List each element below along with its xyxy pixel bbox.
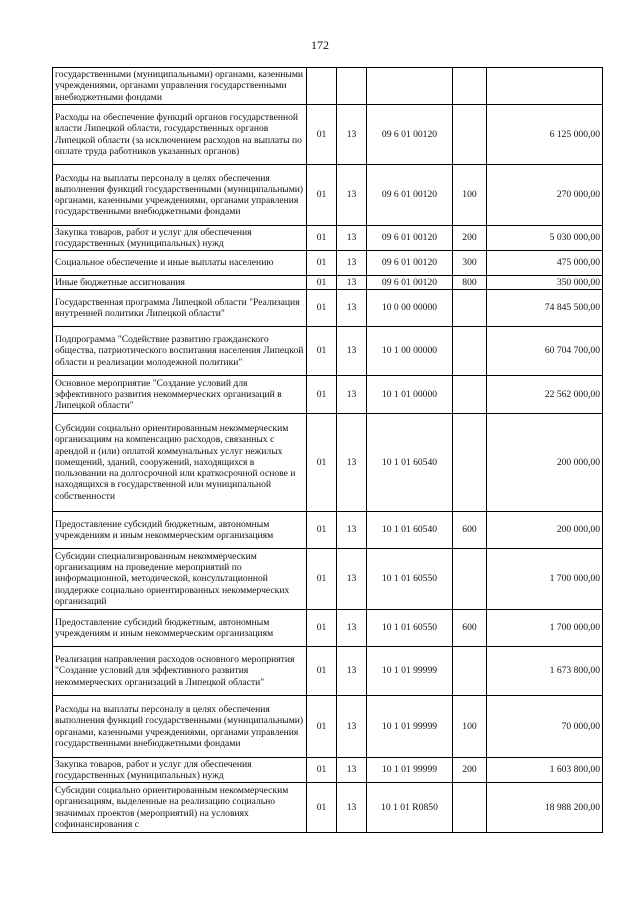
table-row	[53, 610, 603, 647]
row-expense-type	[453, 414, 487, 512]
row-subsection: 13	[337, 512, 367, 549]
row-name: Расходы на выплаты персоналу в целях обеспечения выполнения функций государственными (муниципальными) органами, казенными учреждениями, органами управления государственными внебюджетными фондами	[53, 696, 307, 758]
row-target-article	[367, 68, 453, 105]
row-section: 01	[307, 549, 337, 610]
budget-table	[52, 67, 603, 833]
row-name: Подпрограмма "Содействие развитию гражданского общества, патриотического воспитания населения Липецкой области и реализации молодежной политики"	[53, 327, 307, 376]
row-amount: 270 000,00	[487, 165, 603, 226]
row-expense-type	[453, 783, 487, 833]
row-amount	[487, 68, 603, 105]
row-amount: 350 000,00	[487, 276, 603, 290]
row-name: Основное мероприятие "Создание условий для эффективного развития некоммерческих организаций в Липецкой области"	[53, 376, 307, 414]
row-name: Закупка товаров, работ и услуг для обеспечения государственных (муниципальных) нужд	[53, 758, 307, 783]
row-subsection: 13	[337, 647, 367, 696]
row-expense-type: 200	[453, 226, 487, 251]
table-row	[53, 512, 603, 549]
row-name: Социальное обеспечение и иные выплаты населению	[53, 251, 307, 276]
row-target-article: 10 1 01 00000	[367, 376, 453, 414]
row-section: 01	[307, 251, 337, 276]
row-expense-type	[453, 647, 487, 696]
table-row	[53, 549, 603, 610]
row-target-article: 09 6 01 00120	[367, 226, 453, 251]
table-row	[53, 290, 603, 327]
row-subsection: 13	[337, 758, 367, 783]
row-target-article: 10 1 01 60540	[367, 414, 453, 512]
row-expense-type: 200	[453, 758, 487, 783]
row-subsection: 13	[337, 290, 367, 327]
row-expense-type	[453, 549, 487, 610]
row-target-article: 10 1 01 99999	[367, 647, 453, 696]
table-row	[53, 276, 603, 290]
row-section: 01	[307, 647, 337, 696]
row-expense-type	[453, 68, 487, 105]
row-target-article: 10 1 01 60550	[367, 549, 453, 610]
row-name: Предоставление субсидий бюджетным, автономным учреждениям и иным некоммерческим организациям	[53, 512, 307, 549]
table-row	[53, 696, 603, 758]
table-row	[53, 226, 603, 251]
row-amount: 5 030 000,00	[487, 226, 603, 251]
row-section: 01	[307, 610, 337, 647]
row-subsection: 13	[337, 276, 367, 290]
row-section: 01	[307, 105, 337, 165]
row-section: 01	[307, 226, 337, 251]
row-subsection: 13	[337, 327, 367, 376]
row-subsection: 13	[337, 783, 367, 833]
row-target-article: 09 6 01 00120	[367, 165, 453, 226]
row-name: Предоставление субсидий бюджетным, автономным учреждениям и иным некоммерческим организациям	[53, 610, 307, 647]
row-expense-type	[453, 105, 487, 165]
table-row	[53, 758, 603, 783]
row-target-article: 10 1 01 99999	[367, 758, 453, 783]
row-target-article: 10 1 01 60540	[367, 512, 453, 549]
row-subsection	[337, 68, 367, 105]
row-name: государственными (муниципальными) органами, казенными учреждениями, органами управления государственными внебюджетными фондами	[53, 68, 307, 105]
row-target-article: 10 0 00 00000	[367, 290, 453, 327]
row-amount: 6 125 000,00	[487, 105, 603, 165]
row-expense-type	[453, 376, 487, 414]
table-row	[53, 165, 603, 226]
row-section: 01	[307, 276, 337, 290]
row-section: 01	[307, 696, 337, 758]
row-subsection: 13	[337, 376, 367, 414]
row-subsection: 13	[337, 414, 367, 512]
row-target-article: 09 6 01 00120	[367, 276, 453, 290]
row-amount: 200 000,00	[487, 414, 603, 512]
table-row	[53, 783, 603, 833]
row-section: 01	[307, 758, 337, 783]
row-target-article: 10 1 00 00000	[367, 327, 453, 376]
row-amount: 200 000,00	[487, 512, 603, 549]
row-name: Расходы на выплаты персоналу в целях обеспечения выполнения функций государственными (муниципальными) органами, казенными учреждениями, органами управления государственными внебюджетными фондами	[53, 165, 307, 226]
row-target-article: 10 1 01 60550	[367, 610, 453, 647]
row-expense-type: 100	[453, 165, 487, 226]
row-amount: 74 845 500,00	[487, 290, 603, 327]
row-amount: 475 000,00	[487, 251, 603, 276]
row-name: Расходы на обеспечение функций органов государственной власти Липецкой области, государственных органов Липецкой области (за исключением расходов на выплаты по оплате труда работников указанных органов)	[53, 105, 307, 165]
row-section: 01	[307, 376, 337, 414]
page-number: 172	[311, 38, 329, 52]
row-section: 01	[307, 783, 337, 833]
table-row	[53, 251, 603, 276]
row-name: Субсидии социально ориентированным некоммерческим организациям на компенсацию расходов, связанных с арендой и (или) оплатой коммунальных услуг нежилых помещений, зданий, сооружений, находящихся в пользовании на долгосрочной или краткосрочной основе и находящихся в государственной или муниципальной собственности	[53, 414, 307, 512]
row-section: 01	[307, 165, 337, 226]
row-expense-type: 300	[453, 251, 487, 276]
row-name: Иные бюджетные ассигнования	[53, 276, 307, 290]
row-subsection: 13	[337, 251, 367, 276]
row-amount: 22 562 000,00	[487, 376, 603, 414]
row-name: Субсидии социально ориентированным некоммерческим организациям, выделенные на реализацию социально значимых проектов (мероприятий) на условиях софинансирования с	[53, 783, 307, 833]
row-subsection: 13	[337, 610, 367, 647]
row-name: Закупка товаров, работ и услуг для обеспечения государственных (муниципальных) нужд	[53, 226, 307, 251]
row-subsection: 13	[337, 549, 367, 610]
table-row	[53, 376, 603, 414]
row-amount: 60 704 700,00	[487, 327, 603, 376]
table-row	[53, 105, 603, 165]
row-target-article: 09 6 01 00120	[367, 251, 453, 276]
row-amount: 18 988 200,00	[487, 783, 603, 833]
row-amount: 1 603 800,00	[487, 758, 603, 783]
row-amount: 1 700 000,00	[487, 549, 603, 610]
row-amount: 70 000,00	[487, 696, 603, 758]
row-amount: 1 700 000,00	[487, 610, 603, 647]
row-section: 01	[307, 327, 337, 376]
row-target-article: 09 6 01 00120	[367, 105, 453, 165]
row-subsection: 13	[337, 226, 367, 251]
row-section: 01	[307, 512, 337, 549]
row-subsection: 13	[337, 696, 367, 758]
table-row	[53, 68, 603, 105]
row-expense-type	[453, 327, 487, 376]
row-section: 01	[307, 414, 337, 512]
row-subsection: 13	[337, 165, 367, 226]
row-name: Реализация направления расходов основного мероприятия "Создание условий для эффективного развития некоммерческих организаций в Липецкой области"	[53, 647, 307, 696]
row-expense-type: 800	[453, 276, 487, 290]
row-name: Государственная программа Липецкой области "Реализация внутренней политики Липецкой области"	[53, 290, 307, 327]
row-expense-type	[453, 290, 487, 327]
row-expense-type: 600	[453, 512, 487, 549]
row-expense-type: 600	[453, 610, 487, 647]
row-name: Субсидии специализированным некоммерческим организациям на проведение мероприятий по информационной, методической, консультационной поддержке социально ориентированных некоммерческих организаций	[53, 549, 307, 610]
row-section	[307, 68, 337, 105]
row-target-article: 10 1 01 R0850	[367, 783, 453, 833]
row-subsection: 13	[337, 105, 367, 165]
table-row	[53, 647, 603, 696]
table-row	[53, 327, 603, 376]
row-target-article: 10 1 01 99999	[367, 696, 453, 758]
row-section: 01	[307, 290, 337, 327]
row-expense-type: 100	[453, 696, 487, 758]
table-row	[53, 414, 603, 512]
row-amount: 1 673 800,00	[487, 647, 603, 696]
